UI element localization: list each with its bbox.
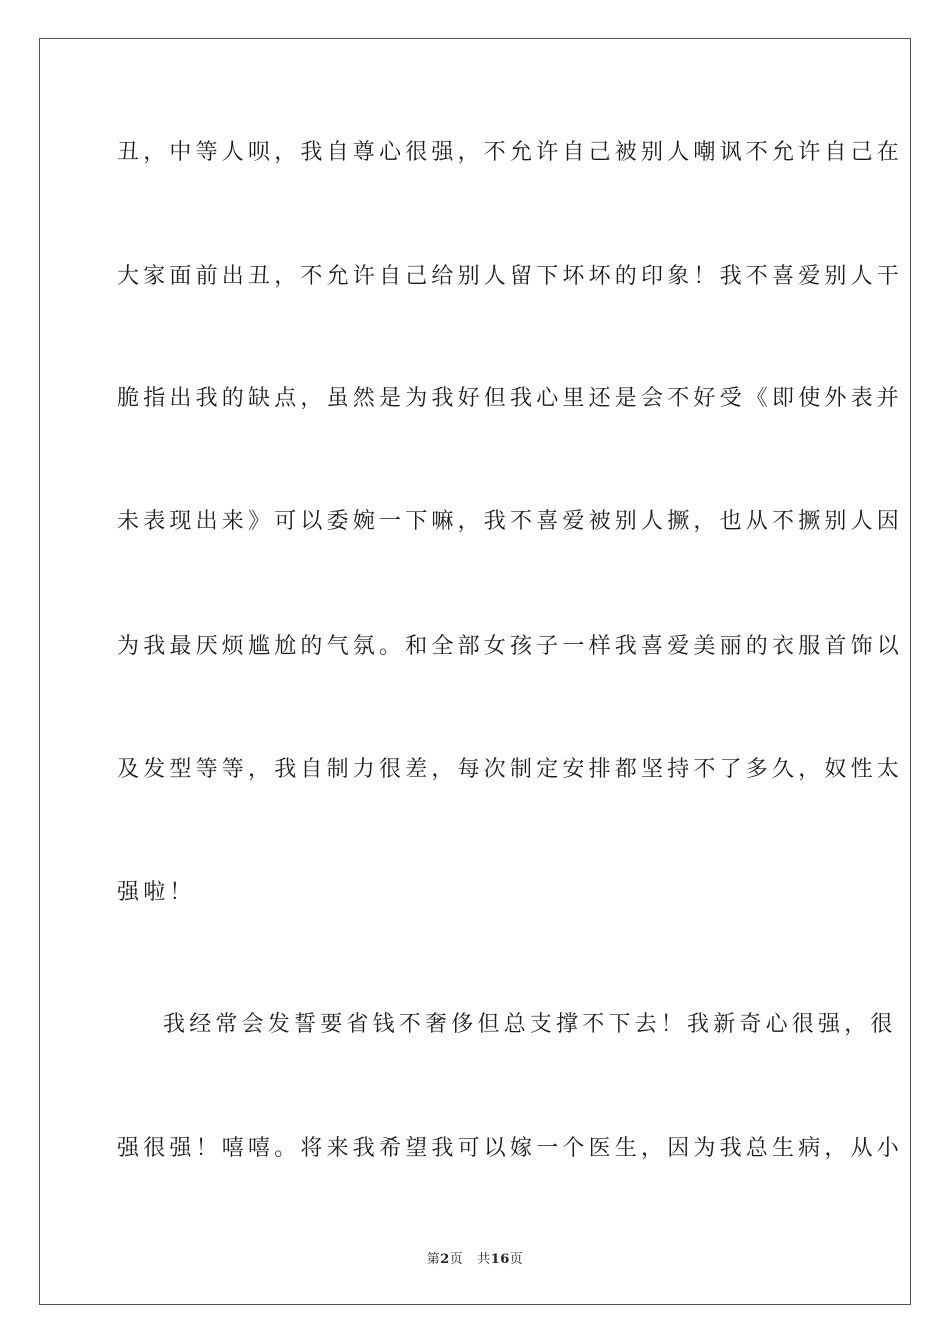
footer-page-number: 2: [440, 1252, 450, 1267]
body-text-line-3: 脆指出我的缺点，虽然是为我好但我心里还是会不好受《即使外表并: [117, 386, 904, 411]
body-text-line-9: 强很强！嘻嘻。将来我希望我可以嫁一个医生，因为我总生病，从小: [117, 1136, 904, 1161]
footer-page-prefix: 第: [426, 1252, 441, 1267]
body-text-line-6: 及发型等等，我自制力很差，每次制定安排都坚持不了多久，奴性太: [117, 757, 904, 782]
footer-total-pages: 16: [490, 1252, 510, 1267]
body-text-line-4: 未表现出来》可以委婉一下嘛，我不喜爱被别人撅，也从不撅别人因: [117, 509, 904, 534]
body-text-line-1: 丑，中等人呗，我自尊心很强，不允许自己被别人嘲讽不允许自己在: [117, 140, 904, 165]
footer-total-prefix: 共: [477, 1252, 491, 1267]
footer-total-suffix: 页: [509, 1252, 524, 1267]
page-footer: [0, 1248, 950, 1267]
page-border: [39, 38, 911, 1305]
body-text-line-8: 我经常会发誓要省钱不奢侈但总支撑不下去！我新奇心很强，很: [163, 1012, 897, 1037]
footer-page-suffix: 页: [449, 1252, 464, 1267]
body-text-line-7: 强啦！: [117, 880, 196, 905]
body-text-line-5: 为我最厌烦尴尬的气氛。和全部女孩子一样我喜爱美丽的衣服首饰以: [117, 634, 904, 659]
body-text-line-2: 大家面前出丑，不允许自己给别人留下坏坏的印象！我不喜爱别人干: [117, 264, 904, 289]
